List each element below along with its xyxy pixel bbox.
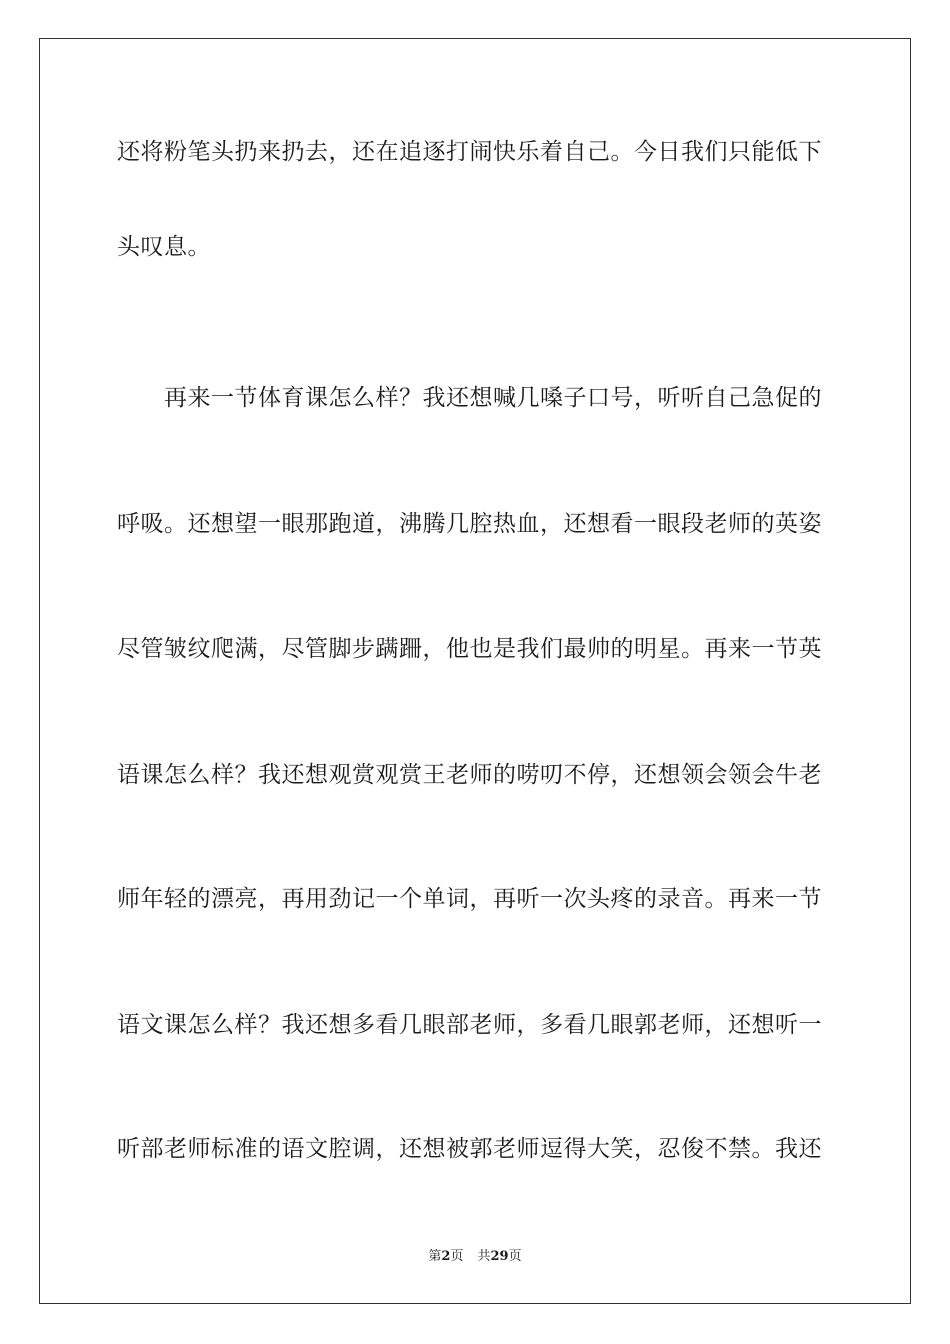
page-number: 2	[441, 1249, 451, 1264]
text-line-5: 尽管皱纹爬满，尽管脚步蹒跚，他也是我们最帅的明星。再来一节英	[117, 636, 822, 662]
page-suffix: 页	[450, 1249, 464, 1264]
text-line-8: 语文课怎么样？我还想多看几眼部老师，多看几眼郭老师，还想听一	[117, 1012, 822, 1038]
text-line-9: 听部老师标准的语文腔调，还想被郭老师逗得大笑，忍俊不禁。我还	[117, 1136, 822, 1162]
text-line-7: 师年轻的漂亮，再用劲记一个单词，再听一次头疼的录音。再来一节	[117, 886, 822, 912]
page-footer	[0, 1248, 950, 1266]
total-prefix: 共	[477, 1249, 491, 1264]
text-line-1: 还将粉笔头扔来扔去，还在追逐打闹快乐着自己。今日我们只能低下	[117, 139, 822, 165]
text-line-6: 语课怎么样？我还想观赏观赏王老师的唠叨不停，还想领会领会牛老	[117, 762, 822, 788]
text-line-2: 头叹息。	[117, 234, 211, 260]
text-line-4: 呼吸。还想望一眼那跑道，沸腾几腔热血，还想看一眼段老师的英姿	[117, 511, 822, 537]
total-suffix: 页	[508, 1249, 522, 1264]
page-prefix: 第	[428, 1249, 442, 1264]
text-line-3-paragraph-start: 再来一节体育课怎么样？我还想喊几嗓子口号，听听自己急促的	[164, 385, 822, 411]
page-frame	[39, 38, 911, 1304]
total-pages: 29	[490, 1249, 509, 1264]
